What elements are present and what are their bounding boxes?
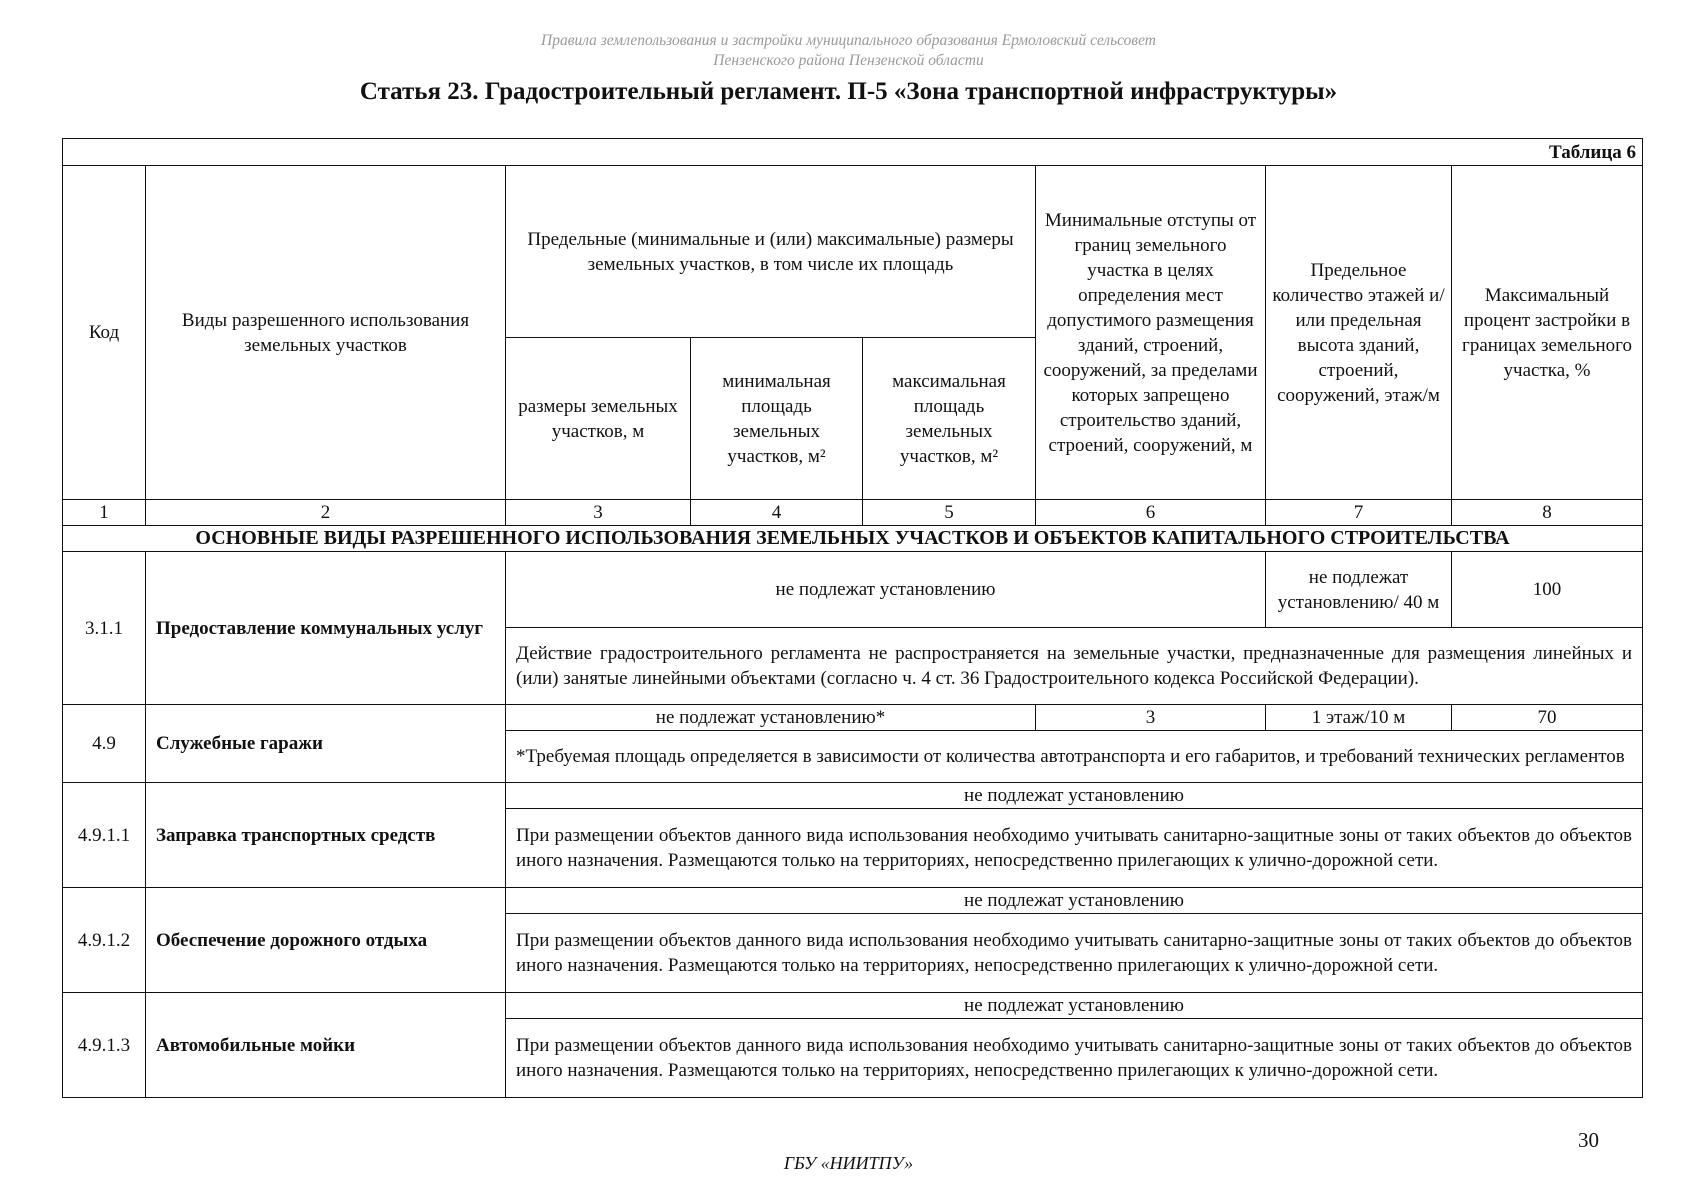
- row-coverage: 70: [1452, 705, 1643, 731]
- row-code: 4.9: [63, 705, 146, 783]
- col-number: 4: [691, 500, 863, 526]
- row-setbacks: 3: [1036, 705, 1266, 731]
- header-floors: Предельное количество этажей и/или предельная высота зданий, строений, сооружений, этаж/м: [1266, 166, 1452, 500]
- row-params: не подлежат установлению: [506, 993, 1643, 1019]
- section-heading: ОСНОВНЫЕ ВИДЫ РАЗРЕШЕННОГО ИСПОЛЬЗОВАНИЯ ЗЕМЕЛЬНЫХ УЧАСТКОВ И ОБЪЕКТОВ КАПИТАЛЬНОГО СТРОИТЕЛЬСТВА: [63, 526, 1643, 552]
- table-row: [63, 888, 1643, 914]
- row-params: не подлежат установлению: [506, 783, 1643, 809]
- row-code: 3.1.1: [63, 552, 146, 705]
- column-number-row: [63, 500, 1643, 526]
- col-number: 1: [63, 500, 146, 526]
- header-setbacks: Минимальные отступы от границ земельного участка в целях определения мест допустимого размещения зданий, строений, сооружений, за пределами которых запрещено строительство зданий, строений, сооружений, м: [1036, 166, 1266, 500]
- row-floors: 1 этаж/10 м: [1266, 705, 1452, 731]
- running-header-line1: Правила землепользования и застройки муниципального образования Ермоловский сельсовет: [541, 32, 1156, 49]
- page-footer: ГБУ «НИИТПУ»: [783, 1153, 914, 1173]
- row-name: Автомобильные мойки: [146, 993, 506, 1098]
- header-coverage: Максимальный процент застройки в границах земельного участка, %: [1452, 166, 1643, 500]
- table-row: [63, 552, 1643, 628]
- row-code: 4.9.1.3: [63, 993, 146, 1098]
- row-name: Служебные гаражи: [146, 705, 506, 783]
- header-code: Код: [63, 166, 146, 500]
- col-number: 5: [863, 500, 1036, 526]
- row-code: 4.9.1.2: [63, 888, 146, 993]
- col-number: 3: [506, 500, 691, 526]
- row-note: При размещении объектов данного вида использования необходимо учитывать санитарно-защитные зоны от таких объектов до объектов иного назначения. Размещаются только на территориях, непосредственно прилегающих к улично-дорожной сети.: [506, 914, 1643, 993]
- row-name: Заправка транспортных средств: [146, 783, 506, 888]
- row-note: *Требуемая площадь определяется в зависимости от количества автотранспорта и его габаритов, и требований технических регламентов: [506, 731, 1643, 783]
- header-max-area: максимальная площадь земельных участков, м²: [863, 338, 1036, 500]
- page-number: 30: [1578, 1128, 1599, 1152]
- row-code: 4.9.1.1: [63, 783, 146, 888]
- table-label: Таблица 6: [63, 139, 1643, 166]
- page-title: Статья 23. Градостроительный регламент. П-5 «Зона транспортной инфраструктуры»: [359, 78, 1338, 105]
- table-row: [63, 993, 1643, 1019]
- row-name: Предоставление коммунальных услуг: [146, 552, 506, 705]
- col-number: 2: [146, 500, 506, 526]
- row-floors: не подлежат установлению/ 40 м: [1266, 552, 1452, 628]
- row-params: не подлежат установлению: [506, 888, 1643, 914]
- running-header-line2: Пензенского района Пензенской области: [713, 52, 984, 69]
- col-number: 7: [1266, 500, 1452, 526]
- header-sizes-group: Предельные (минимальные и (или) максимальные) размеры земельных участков, в том числе их площадь: [506, 166, 1036, 338]
- header-min-area: минимальная площадь земельных участков, м²: [691, 338, 863, 500]
- regulation-table: [62, 138, 1643, 1098]
- row-note: При размещении объектов данного вида использования необходимо учитывать санитарно-защитные зоны от таких объектов до объектов иного назначения. Размещаются только на территориях, непосредственно прилегающих к улично-дорожной сети.: [506, 809, 1643, 888]
- row-params: не подлежат установлению*: [506, 705, 1036, 731]
- row-name: Обеспечение дорожного отдыха: [146, 888, 506, 993]
- row-params: не подлежат установлению: [506, 552, 1266, 628]
- col-number: 8: [1452, 500, 1643, 526]
- header-types: Виды разрешенного использования земельных участков: [146, 166, 506, 500]
- header-sizes: размеры земельных участков, м: [506, 338, 691, 500]
- row-note: При размещении объектов данного вида использования необходимо учитывать санитарно-защитные зоны от таких объектов до объектов иного назначения. Размещаются только на территориях, непосредственно прилегающих к улично-дорожной сети.: [506, 1019, 1643, 1098]
- table-row: [63, 705, 1643, 731]
- row-coverage: 100: [1452, 552, 1643, 628]
- col-number: 6: [1036, 500, 1266, 526]
- table-row: [63, 783, 1643, 809]
- row-note: Действие градостроительного регламента не распространяется на земельные участки, предназначенные для размещения линейных и (или) занятые линейными объектами (согласно ч. 4 ст. 36 Градостроительного кодекса Российской Федерации).: [506, 628, 1643, 705]
